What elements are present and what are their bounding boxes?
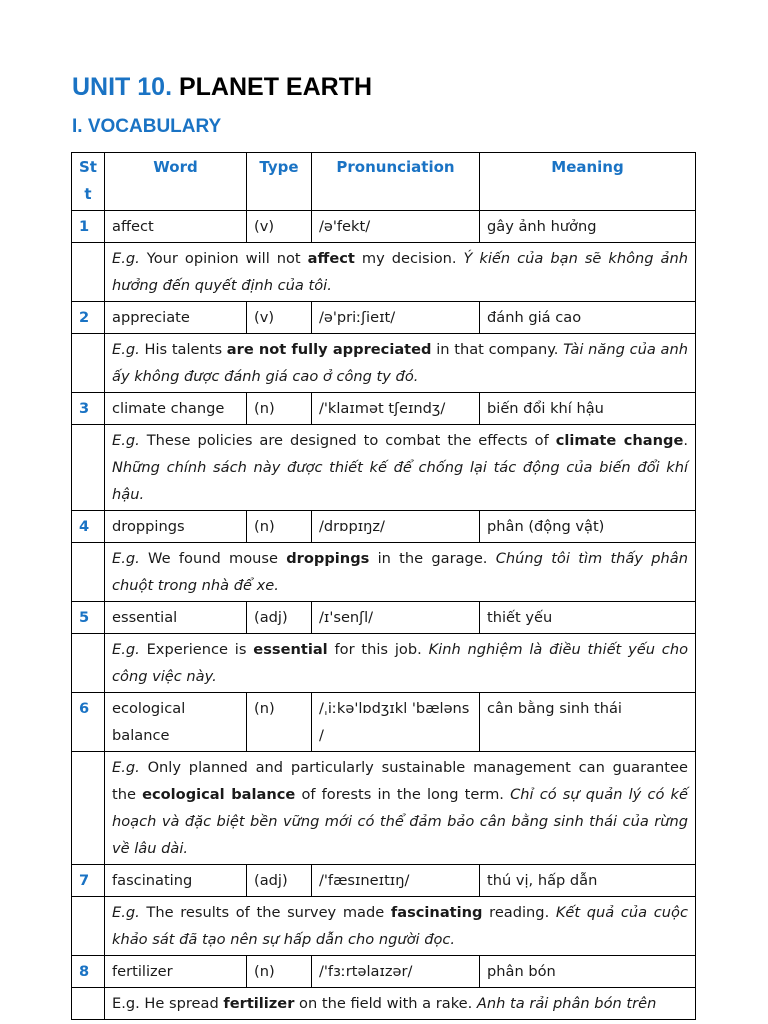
entry-pronunciation: /'klaɪmət tʃeɪndʒ/ bbox=[312, 393, 480, 425]
entry-meaning: phân bón bbox=[480, 956, 696, 988]
example-label: E.g. bbox=[112, 759, 140, 776]
example-translation: Ý kiến của bạn sẽ không ảnh hưởng đến quyết định của tôi. bbox=[112, 250, 688, 294]
entry-meaning: cân bằng sinh thái bbox=[480, 693, 696, 752]
example-row bbox=[72, 634, 696, 693]
entry-pronunciation: /ə'priːʃieɪt/ bbox=[312, 302, 480, 334]
example-sentence bbox=[105, 543, 696, 602]
example-label: E.g. bbox=[112, 432, 140, 449]
entry-number: 7 bbox=[72, 865, 105, 897]
example-row bbox=[72, 243, 696, 302]
unit-number: UNIT 10. bbox=[72, 73, 173, 101]
table-row bbox=[72, 602, 696, 634]
example-sentence bbox=[105, 425, 696, 511]
example-translation: Tài năng của anh ấy không được đánh giá cao ở công ty đó. bbox=[112, 341, 688, 385]
example-keyword: ecological balance bbox=[142, 786, 296, 803]
example-spacer bbox=[72, 897, 105, 956]
entry-word: climate change bbox=[105, 393, 247, 425]
example-row bbox=[72, 752, 696, 865]
example-row bbox=[72, 988, 696, 1020]
example-row bbox=[72, 543, 696, 602]
example-spacer bbox=[72, 752, 105, 865]
example-text-pre: Your opinion will not bbox=[139, 250, 308, 267]
unit-topic: PLANET EARTH bbox=[178, 73, 373, 101]
header-stt: Stt bbox=[72, 153, 105, 211]
example-text-post: in the garage. bbox=[369, 550, 496, 567]
example-spacer bbox=[72, 425, 105, 511]
example-label: E.g. bbox=[112, 904, 140, 921]
example-translation: Chúng tôi tìm thấy phân chuột trong nhà để xe. bbox=[112, 550, 688, 594]
entry-type: (adj) bbox=[247, 865, 312, 897]
example-spacer bbox=[72, 988, 105, 1020]
entry-type: (v) bbox=[247, 302, 312, 334]
entry-word: affect bbox=[105, 211, 247, 243]
example-row bbox=[72, 897, 696, 956]
entry-number: 4 bbox=[72, 511, 105, 543]
entry-word: droppings bbox=[105, 511, 247, 543]
entry-type: (n) bbox=[247, 956, 312, 988]
example-sentence bbox=[105, 897, 696, 956]
entry-number: 6 bbox=[72, 693, 105, 752]
table-row bbox=[72, 211, 696, 243]
example-label: E.g. bbox=[112, 550, 140, 567]
entry-word: ecological balance bbox=[105, 693, 247, 752]
example-keyword: fascinating bbox=[390, 904, 483, 921]
example-text-post: . bbox=[683, 432, 688, 449]
example-spacer bbox=[72, 243, 105, 302]
entry-meaning: thiết yếu bbox=[480, 602, 696, 634]
example-sentence bbox=[105, 334, 696, 393]
example-keyword: fertilizer bbox=[223, 995, 295, 1012]
entry-meaning: thú vị, hấp dẫn bbox=[480, 865, 696, 897]
example-row bbox=[72, 425, 696, 511]
entry-word: fascinating bbox=[105, 865, 247, 897]
entry-type: (v) bbox=[247, 211, 312, 243]
entry-meaning: gây ảnh hưởng bbox=[480, 211, 696, 243]
header-pronunciation: Pronunciation bbox=[312, 153, 480, 211]
example-keyword: are not fully appreciated bbox=[226, 341, 432, 358]
entry-number: 5 bbox=[72, 602, 105, 634]
example-sentence bbox=[105, 243, 696, 302]
example-spacer bbox=[72, 334, 105, 393]
entry-meaning: đánh giá cao bbox=[480, 302, 696, 334]
example-text-pre: He spread bbox=[139, 995, 224, 1012]
example-text-pre: We found mouse bbox=[139, 550, 287, 567]
example-text-pre: Only planned and particularly sustainable management can guarantee the bbox=[112, 759, 688, 803]
entry-meaning: phân (động vật) bbox=[480, 511, 696, 543]
header-type: Type bbox=[247, 153, 312, 211]
table-row bbox=[72, 956, 696, 988]
entry-pronunciation: /ə'fekt/ bbox=[312, 211, 480, 243]
example-sentence bbox=[105, 988, 696, 1020]
example-text-post: on the field with a rake. bbox=[294, 995, 477, 1012]
entry-pronunciation: /ˌiːkə'lɒdʒɪkl 'bæləns / bbox=[312, 693, 480, 752]
table-row bbox=[72, 393, 696, 425]
page-title bbox=[72, 73, 372, 102]
example-spacer bbox=[72, 634, 105, 693]
table-row bbox=[72, 511, 696, 543]
header-word: Word bbox=[105, 153, 247, 211]
entry-number: 3 bbox=[72, 393, 105, 425]
entry-pronunciation: /'fæsɪneɪtɪŋ/ bbox=[312, 865, 480, 897]
example-translation: Anh ta rải phân bón trên bbox=[476, 995, 657, 1012]
example-keyword: affect bbox=[307, 250, 355, 267]
table-header-row bbox=[72, 153, 696, 211]
entry-pronunciation: /'fɜːrtəlaɪzər/ bbox=[312, 956, 480, 988]
entry-type: (n) bbox=[247, 511, 312, 543]
table-row bbox=[72, 693, 696, 752]
entry-type: (n) bbox=[247, 693, 312, 752]
example-label: E.g. bbox=[112, 250, 140, 267]
example-text-pre: His talents bbox=[139, 341, 227, 358]
example-label: E.g. bbox=[112, 341, 140, 358]
header-meaning: Meaning bbox=[480, 153, 696, 211]
entry-number: 1 bbox=[72, 211, 105, 243]
entry-type: (adj) bbox=[247, 602, 312, 634]
example-keyword: climate change bbox=[555, 432, 684, 449]
entry-pronunciation: /ɪ'senʃl/ bbox=[312, 602, 480, 634]
example-translation: Những chính sách này được thiết kế để chống lại tác động của biến đổi khí hậu. bbox=[112, 459, 688, 503]
example-translation: Chỉ có sự quản lý có kế hoạch và đặc biệt bền vững mới có thể đảm bảo cân bằng sinh thái của rừng về lâu dài. bbox=[112, 786, 688, 857]
entry-number: 2 bbox=[72, 302, 105, 334]
example-translation: Kết quả của cuộc khảo sát đã tạo nên sự hấp dẫn cho người đọc. bbox=[112, 904, 688, 948]
example-label: E.g. bbox=[112, 995, 140, 1012]
example-row bbox=[72, 334, 696, 393]
example-sentence bbox=[105, 752, 696, 865]
entry-type: (n) bbox=[247, 393, 312, 425]
example-spacer bbox=[72, 543, 105, 602]
example-translation: Kinh nghiệm là điều thiết yếu cho công việc này. bbox=[112, 641, 689, 685]
example-sentence bbox=[105, 634, 696, 693]
entry-meaning: biến đổi khí hậu bbox=[480, 393, 696, 425]
section-heading: I. VOCABULARY bbox=[72, 116, 222, 137]
example-text-post: of forests in the long term. bbox=[295, 786, 511, 803]
example-text-post: for this job. bbox=[327, 641, 429, 658]
example-label: E.g. bbox=[112, 641, 140, 658]
example-text-pre: These policies are designed to combat the effects of bbox=[139, 432, 556, 449]
entry-word: fertilizer bbox=[105, 956, 247, 988]
example-text-post: in that company. bbox=[431, 341, 564, 358]
table-row bbox=[72, 865, 696, 897]
entry-pronunciation: /drɒpɪŋz/ bbox=[312, 511, 480, 543]
table-row bbox=[72, 302, 696, 334]
example-keyword: essential bbox=[253, 641, 328, 658]
entry-word: essential bbox=[105, 602, 247, 634]
example-text-pre: Experience is bbox=[139, 641, 254, 658]
example-keyword: droppings bbox=[286, 550, 370, 567]
entry-number: 8 bbox=[72, 956, 105, 988]
vocabulary-table bbox=[71, 152, 696, 1020]
example-text-post: my decision. bbox=[354, 250, 464, 267]
table-body bbox=[72, 211, 696, 1020]
example-text-post: reading. bbox=[482, 904, 556, 921]
entry-word: appreciate bbox=[105, 302, 247, 334]
example-text-pre: The results of the survey made bbox=[139, 904, 391, 921]
